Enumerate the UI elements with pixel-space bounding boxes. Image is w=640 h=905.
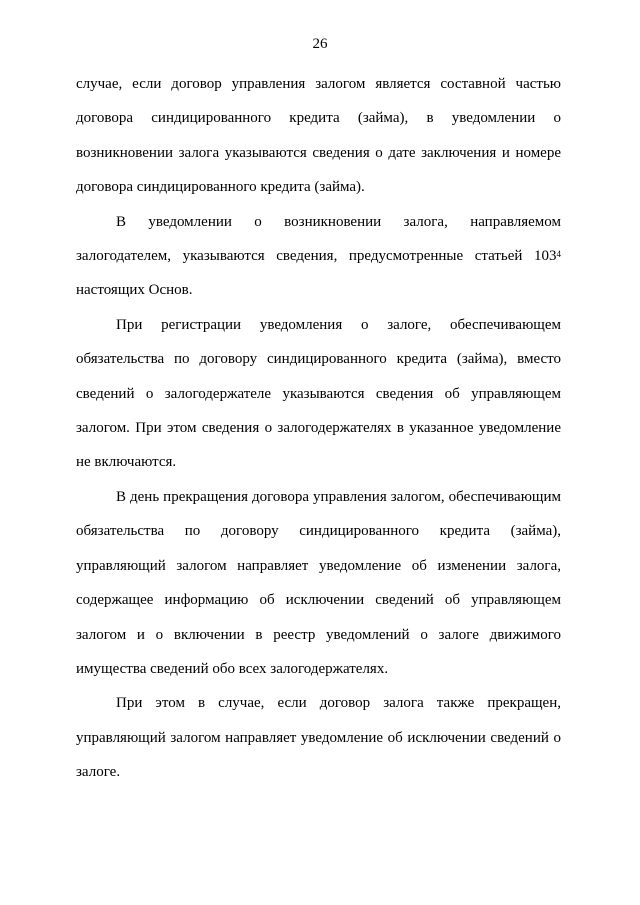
paragraph-pledgor-notice-text: В уведомлении о возникновении залога, направляемом залогодателем, указываются сведения, предусмотренные статьей 103 xyxy=(76,213,561,265)
article-superscript: 4 xyxy=(556,249,561,260)
page-number: 26 xyxy=(312,36,328,52)
paragraph-termination-day: В день прекращения договора управления залогом, обеспечивающим обязательства по договору синдицированного кредита (займа), управляющий залогом направляет уведомление об изменении залога, содержащее информацию об исключении сведений об управляющем залогом и о включении в реестр уведомлений о залоге движимого имущества сведений обо всех залогодержателях. xyxy=(76,488,561,677)
paragraph-pledge-terminated: При этом в случае, если договор залога также прекращен, управляющий залогом направляет уведомление об исключении сведений о залоге. xyxy=(76,695,561,781)
paragraph-syndicated-agreement-continuation: случае, если договор управления залогом является составной частью договора синдицированного кредита (займа), в уведомлении о возникновении залога указываются сведения о дате заключения и номере договора синдицированного кредита (займа). xyxy=(76,76,561,196)
paragraph-registration-notice: При регистрации уведомления о залоге, обеспечивающем обязательства по договору синдицированного кредита (займа), вместо сведений о залогодержателе указываются сведения об управляющем залогом. При этом сведения о залогодержателях в указанное уведомление не включаются. xyxy=(76,316,561,471)
document-body xyxy=(76,67,561,790)
paragraph-pledgor-notice-tail: настоящих Основ. xyxy=(76,282,193,299)
paragraph-pledgor-notice xyxy=(76,205,561,308)
